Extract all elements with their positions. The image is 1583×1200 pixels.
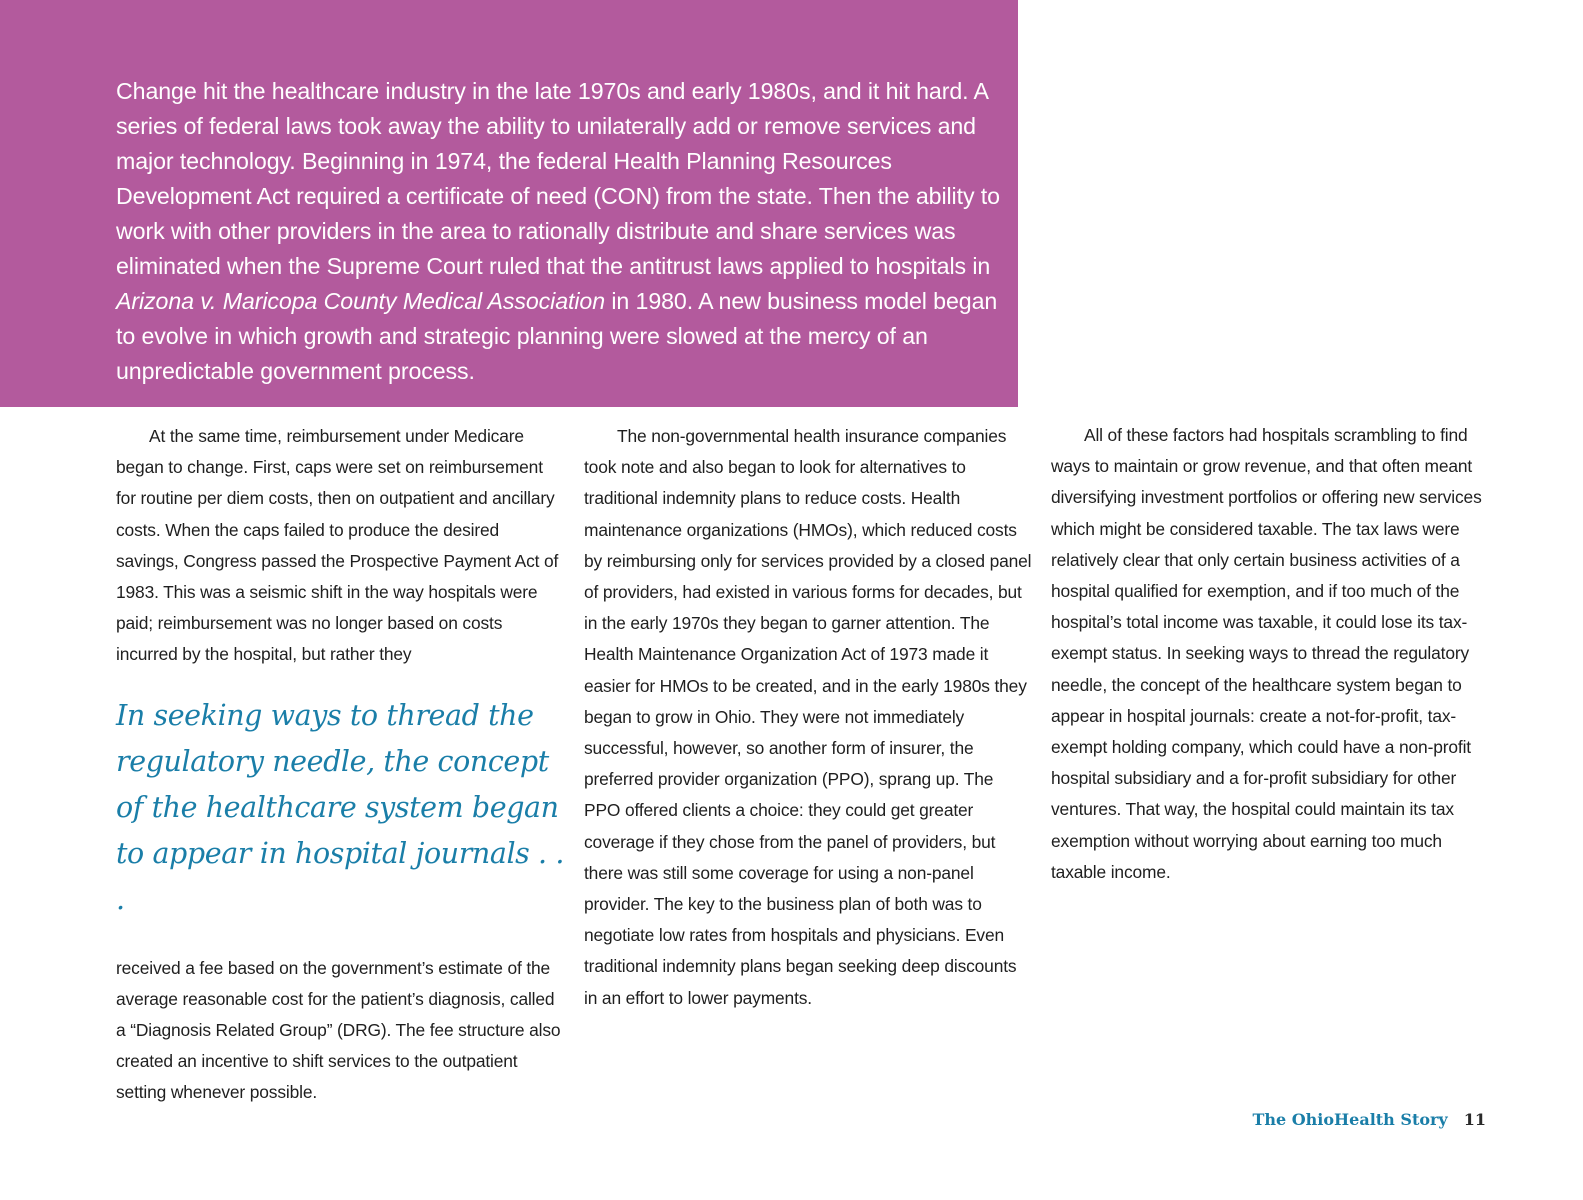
column-1 [116,421,566,1109]
intro-text-end: in 1980. A new business model began to evolve in which growth and strategic planning were slowed at the mercy of an unpredictable government process. [116,288,998,384]
column-2 [584,421,1034,1014]
intro-paragraph [116,74,1006,389]
column-1-paragraph-a: At the same time, reimbursement under Medicare began to change. First, caps were set on reimbursement for routine per diem costs, then on outpatient and ancillary costs. When the caps failed to produce the desired savings, Congress passed the Prospective Payment Act of 1983. This was a seismic shift in the way hospitals were paid; reimbursement was no longer based on costs incurred by the hospital, but rather they [116,426,559,665]
column-3 [1051,420,1501,888]
intro-text-start: Change hit the healthcare industry in the late 1970s and early 1980s, and it hit hard. A series of federal laws took away the ability to unilaterally add or remove services and major technology. Beginning in 1974, the federal Health Planning Resources Development Act required a certificate of need (CON) from the state. Then the ability to work with other providers in the area to rationally distribute and share services was eliminated when the Supreme Court ruled that the antitrust laws applied to hospitals in [116,78,1000,279]
page-footer [1252,1108,1486,1132]
column-1-paragraph-b: received a fee based on the government’s estimate of the average reasonable cost for the patient’s diagnosis, called a “Diagnosis Related Group” (DRG). The fee structure also created an incentive to shift services to the outpatient setting whenever possible. [116,957,561,1103]
column-2-paragraph: The non-governmental health insurance companies took note and also began to look for alternatives to traditional indemnity plans to reduce costs. Health maintenance organizations (HMOs), which reduced costs by reimbursing only for services provided by a closed panel of providers, had existed in various forms for decades, but in the early 1970s they began to garner attention. The Health Maintenance Organization Act of 1973 made it easier for HMOs to be created, and in the early 1980s they began to grow in Ohio. They were not immediately successful, however, so another form of insurer, the preferred provider organization (PPO), sprang up. The PPO offered clients a choice: they could get greater coverage if they chose from the panel of providers, but there was still some coverage for using a non-panel provider. The key to the business plan of both was to negotiate low rates from hospitals and physicians. Even traditional indemnity plans began seeking deep discounts in an effort to lower payments. [584,426,1032,1008]
pull-quote: In seeking ways to thread the regulatory needle, the concept of the healthcare system began to appear in hospital journals . . . [116,698,565,916]
footer-title: The OhioHealth Story [1252,1110,1448,1129]
case-name: Arizona v. Maricopa County Medical Association [116,288,605,314]
intro-band [0,0,1018,407]
page-number: 11 [1463,1110,1486,1129]
column-3-paragraph: All of these factors had hospitals scrambling to find ways to maintain or grow revenue, and that often meant diversifying investment portfolios or offering new services which might be considered taxable. The tax laws were relatively clear that only certain business activities of a hospital qualified for exemption, and if too much of the hospital’s total income was taxable, it could lose its tax-exempt status. In seeking ways to thread the regulatory needle, the concept of the healthcare system began to appear in hospital journals: create a not-for-profit, tax-exempt holding company, which could have a non-profit hospital subsidiary and a for-profit subsidiary for other ventures. That way, the hospital could maintain its tax exemption without worrying about earning too much taxable income. [1051,425,1482,882]
